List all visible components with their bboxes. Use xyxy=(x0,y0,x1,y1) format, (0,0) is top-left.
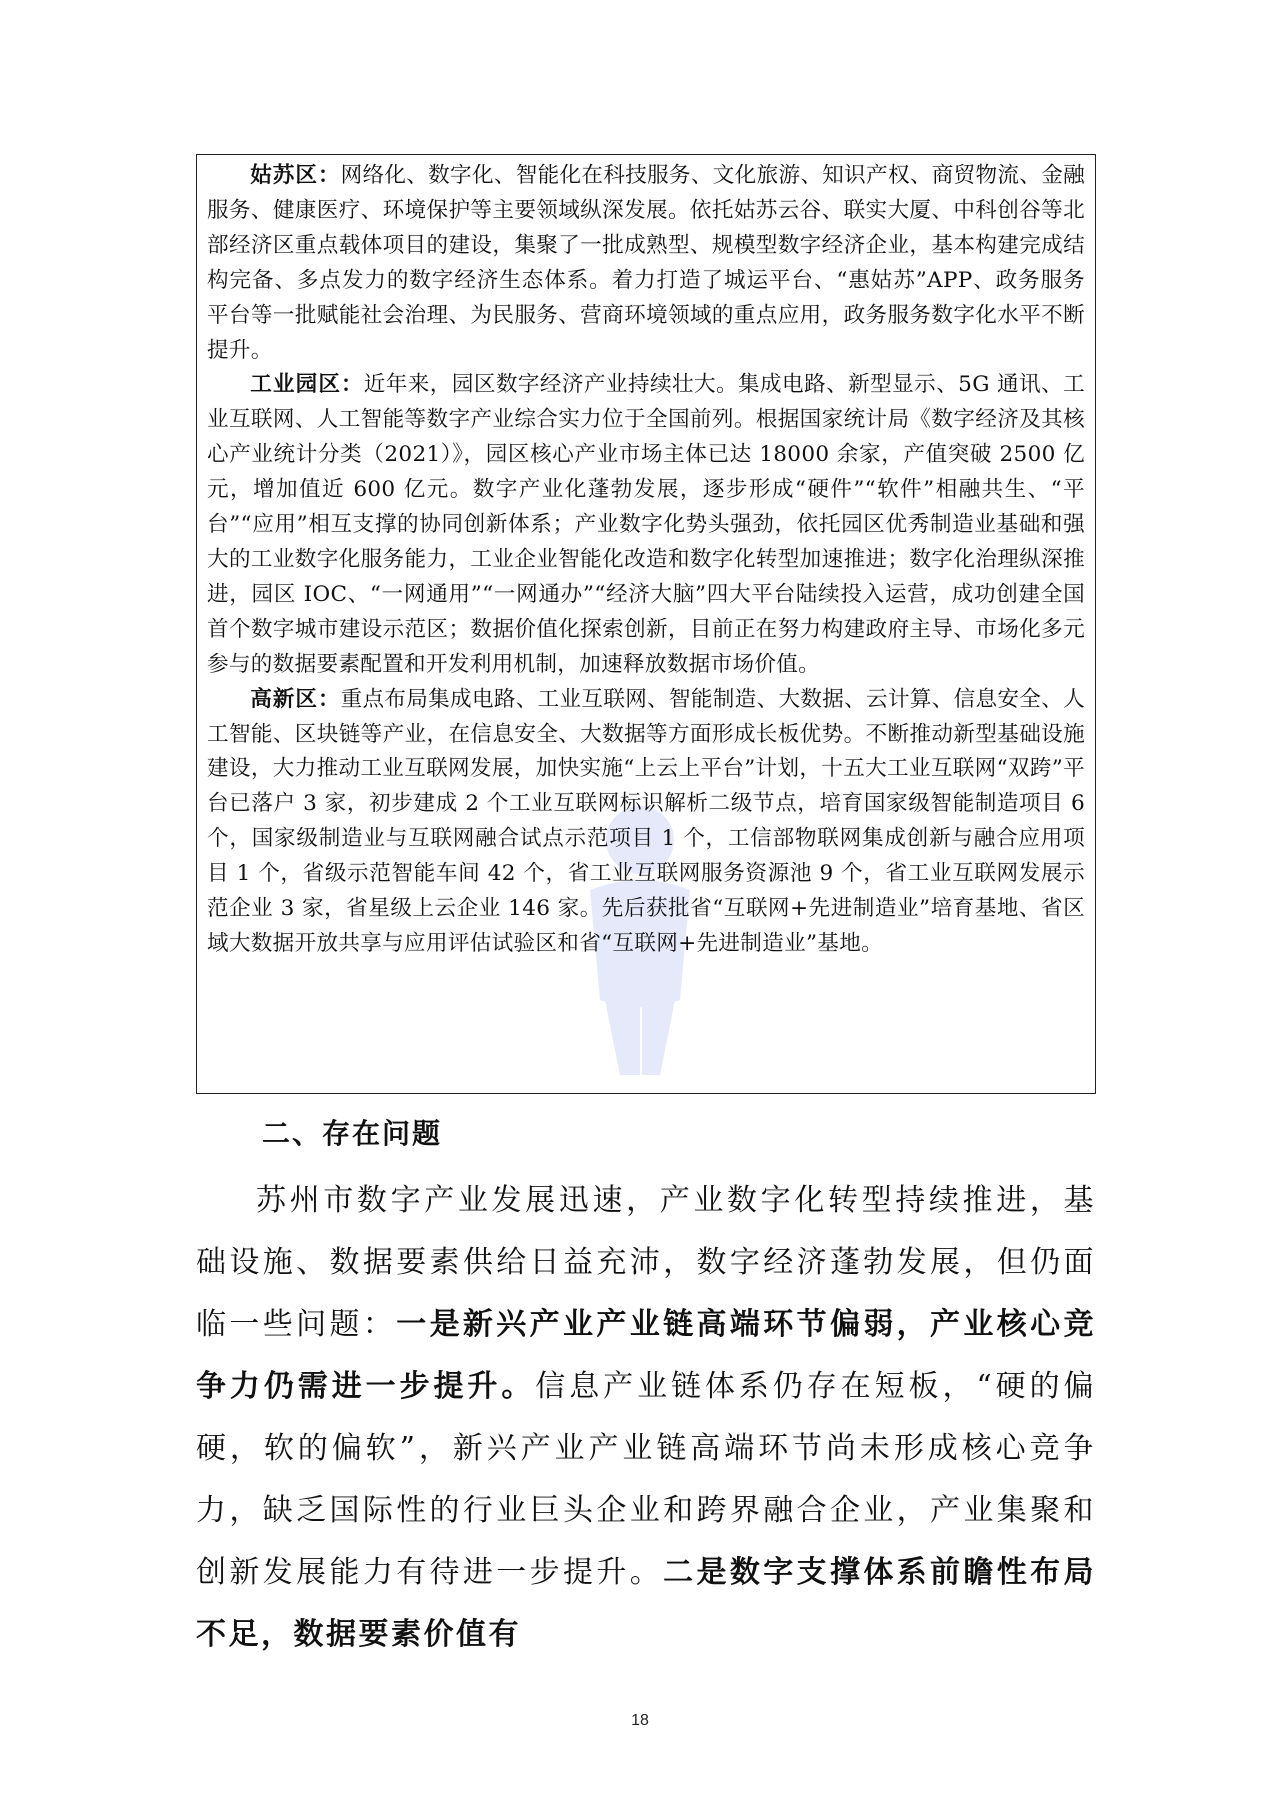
page-number: 18 xyxy=(631,1712,649,1729)
section-heading: 二、存在问题 xyxy=(262,1117,443,1150)
problems-intro-text: 苏州市数字产业发展迅速，产业数字化转型持续推进，基础设施、数据要素供给日益充沛，数字经济蓬勃发展，但仍面临一些问题： xyxy=(196,1183,1096,1342)
district-text-snd: 重点布局集成电路、工业互联网、智能制造、大数据、云计算、信息安全、人工智能、区块链等产业，在信息安全、大数据等方面形成长板优势。不断推动新型基础设施建设，大力推动工业互联网发展，加快实施“上云上平台”计划，十五大工业互联网“双跨”平台已落户 3 家，初步建成 2 个工业互联网标识解析二级节点，培育国家级智能制造项目 6 个，国家级制造业与互联网融合试点示范项目 1 个，工信部物联网集成创新与融合应用项目 1 个，省级示范智能车间 42 个，省工业互联网服务资源池 9 个，省工业互联网发展示范企业 3 家，省星级上云企业 146 家。先后获批省“互联网+先进制造业”培育基地、省区域大数据开放共享与应用评估试验区和省“互联网+先进制造业”基地。 xyxy=(207,686,1085,956)
problem-one-heading: 一是新兴产业产业链高端环节偏弱，产业核心竞争力仍需进一步提升。 xyxy=(196,1307,1097,1404)
district-name-sip: 工业园区： xyxy=(250,372,364,398)
district-name-gusu: 姑苏区： xyxy=(250,163,341,188)
problem-two-heading: 二是数字支撑体系前瞻性布局不足，数据要素价值有 xyxy=(196,1555,1097,1652)
district-paragraph-gusu xyxy=(207,159,1085,368)
district-paragraph-sip xyxy=(207,368,1085,682)
district-paragraph-snd xyxy=(207,683,1085,962)
district-name-snd: 高新区： xyxy=(250,686,341,712)
problems-paragraph xyxy=(196,1170,1096,1666)
district-text-sip: 近年来，园区数字经济产业持续壮大。集成电路、新型显示、5G 通讯、工业互联网、人工智能等数字产业综合实力位于全国前列。根据国家统计局《数字经济及其核心产业统计分类（2021）》，园区核心产业市场主体已达 18000 余家，产值突破 2500 亿元，增加值近 600 亿元。数字产业化蓬勃发展，逐步形成“硬件”“软件”相融共生、“平台”“应用”相互支撑的协同创新体系；产业数字化势头强劲，依托园区优秀制造业基础和强大的工业数字化服务能力，工业企业智能化改造和数字化转型加速推进；数字化治理纵深推进，园区 IOC、“一网通用”“一网通办”“经济大脑”四大平台陆续投入运营，成功创建全国首个数字城市建设示范区；数据价值化探索创新，目前正在努力构建政府主导、市场化多元参与的数据要素配置和开发利用机制，加速释放数据市场价值。 xyxy=(207,372,1085,677)
district-summary-box xyxy=(196,154,1096,1094)
problem-one-text: 信息产业链体系仍存在短板，“硬的偏硬，软的偏软”，新兴产业产业链高端环节尚未形成核心竞争力，缺乏国际性的行业巨头企业和跨界融合企业，产业集聚和创新发展能力有待进一步提升。 xyxy=(196,1369,1096,1590)
district-text-gusu: 网络化、数字化、智能化在科技服务、文化旅游、知识产权、商贸物流、金融服务、健康医疗、环境保护等主要领域纵深发展。依托姑苏云谷、联实大厦、中科创谷等北部经济区重点载体项目的建设，集聚了一批成熟型、规模型数字经济企业，基本构建完成结构完备、多点发力的数字经济生态体系。着力打造了城运平台、“惠姑苏”APP、政务服务平台等一批赋能社会治理、为民服务、营商环境领域的重点应用，政务服务数字化水平不断提升。 xyxy=(207,163,1085,363)
